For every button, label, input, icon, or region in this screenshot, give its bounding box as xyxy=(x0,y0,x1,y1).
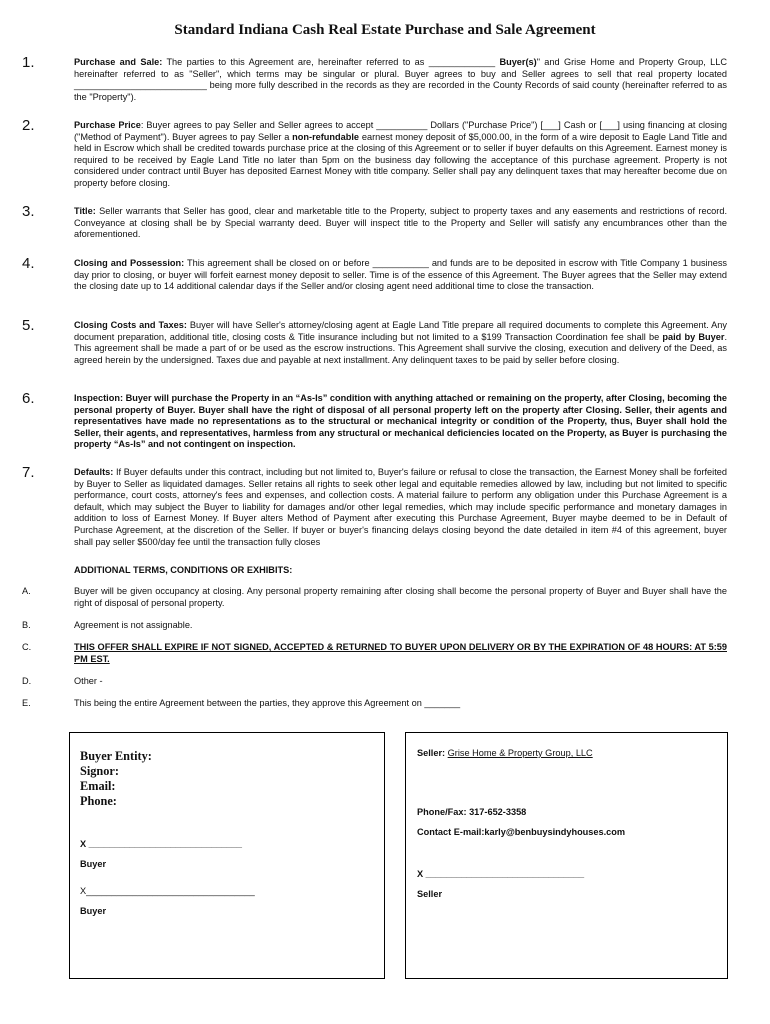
section-text xyxy=(74,258,727,293)
seller-label-bottom: Seller xyxy=(417,889,443,899)
additional-item-a xyxy=(22,586,727,609)
signor-label: Signor: xyxy=(80,764,119,778)
section-emphasis: Buyer(s) xyxy=(499,57,537,67)
section-number: 7. xyxy=(22,464,35,481)
section-number: 4. xyxy=(22,255,35,272)
section-number: 3. xyxy=(22,203,35,220)
section-number: 6. xyxy=(22,390,35,407)
buyer-signature-box xyxy=(69,732,385,979)
section-body: Seller warrants that Seller has good, clear and marketable title to the Property, subject to property taxes and any easements and restrictions of record. Conveyance at closing shall be by Special warranty deed. Buyer will inspect title to the Property and Seller will satisfy any encumbrances other than the aforementioned. xyxy=(74,206,727,240)
additional-item-c xyxy=(22,642,727,665)
section-body: The parties to this Agreement are, hereinafter referred to as _____________ xyxy=(162,57,500,67)
section-text xyxy=(74,206,727,241)
item-text: Other - xyxy=(74,676,103,686)
section-purchase-price xyxy=(22,117,727,190)
document-title: Standard Indiana Cash Real Estate Purchase and Sale Agreement xyxy=(174,22,596,38)
buyer-label-2: Buyer xyxy=(80,906,107,916)
section-body: Buyer will have Seller's attorney/closing agent at Eagle Land Title prepare all required documents to complete this Agreement. Any document preparation, additional title, closing costs & Title insurance including but not limited to a $199 Transaction Coordination fee shall be xyxy=(74,320,727,342)
section-heading: Closing and Possession: xyxy=(74,258,185,268)
item-text: THIS OFFER SHALL EXPIRE IF NOT SIGNED, ACCEPTED & RETURNED TO BUYER UPON DELIVERY OR BY THE EXPIRATION OF 48 HOURS: AT 5:59 PM EST. xyxy=(74,642,727,664)
section-defaults xyxy=(22,464,727,548)
section-number: 5. xyxy=(22,317,35,334)
item-letter: C. xyxy=(22,642,32,652)
section-text xyxy=(74,57,727,103)
section-emphasis: non-refundable xyxy=(292,131,360,142)
seller-signature-box xyxy=(405,732,728,979)
section-text xyxy=(74,120,727,190)
section-body: earnest money deposit of $5,000.00, in the form of a wire deposit to Eagle Land Title and held in Escrow which shall be credited towards purchase price at the closing of this Agreement or to seller if buyer defaults on this Agreement. Earnest money is required to be received by Eagle Land Title no later than 5pm on the business day following the acceptance of this purchase agreement. Property is not considered under contract until Buyer has deposited Earnest Money with title company. Seller shall pay any delinquent taxes that may hereafter become due on property before closing. xyxy=(74,131,727,188)
additional-item-d xyxy=(22,676,727,688)
section-heading: Purchase and Sale: xyxy=(74,57,163,67)
item-letter: D. xyxy=(22,676,32,686)
section-heading: Purchase Price xyxy=(74,120,141,130)
section-number: 1. xyxy=(22,54,35,71)
section-text xyxy=(74,467,727,548)
section-body: : Buyer agrees to pay Seller and Seller agrees to accept __________ Dollars ("Purchase Price") [___] Cash or [___] using financing at closing ("Method of Payment"). Buyer agrees to pay Seller a xyxy=(74,120,727,142)
section-text xyxy=(74,320,727,366)
buyer-signature-line-2[interactable]: X_________________________________ xyxy=(80,886,255,896)
seller-name: Grise Home & Property Group, LLC xyxy=(447,748,593,758)
section-number: 2. xyxy=(22,117,35,134)
item-text: Agreement is not assignable. xyxy=(74,620,193,630)
item-letter: A. xyxy=(22,586,31,596)
section-body: This agreement shall be closed on or before ___________ and funds are to be deposited in escrow with Title Company 1 business day prior to closing, or buyer will forfeit earnest money deposit to seller. Time is of the essence of this Agreement. The Buyer agrees that the Seller may extend the closing date up to 14 additional calendar days if the Seller and/or closing agent need additional time to close the transaction. xyxy=(74,258,727,292)
section-heading: Defaults: xyxy=(74,467,114,477)
buyer-entity-label: Buyer Entity: xyxy=(80,749,152,763)
seller-line xyxy=(417,748,593,758)
seller-phone-fax: Phone/Fax: 317-652-3358 xyxy=(417,807,527,817)
item-letter: E. xyxy=(22,698,31,708)
section-text: Inspection: Buyer will purchase the Property in an “As-Is” condition with anything attached or remaining on the property, after Closing, becoming the personal property of Buyer. Buyer shall have the right of disposal of all personal property left on the property after Closing. Seller, their agents and representatives have made no representations as to the structural or mechanical integrity or condition of the Property, thus, Buyer shall hold the Seller, their agents, and representatives, harmless from any structural or mechanical deficiencies located on the Property, as Buyer is purchasing the property “As-Is” and not contingent on inspection. xyxy=(74,393,727,450)
item-letter: B. xyxy=(22,620,31,630)
buyer-info-block xyxy=(80,749,152,809)
section-body: " and Grise Home and Property Group, LLC hereinafter referred to as "Seller", which terms may be singular or plural. Buyer agrees to buy and Seller agrees to sell that real property located __________________________ being more fully described in the records as they are recorded in the County Records of said county (hereinafter referred to as the "Property"). xyxy=(74,57,727,102)
section-body: If Buyer defaults under this contract, including but not limited to, Buyer's failure or refusal to close the transaction, the Earnest Money shall be forfeited by Buyer to Seller as liquidated damages. Seller retains all rights to seek other legal and equitable remedies allowed by law, including but not limited to specific performance, court costs, attorney's fees and expenses, and collection costs. A material failure to perform any obligation under this Purchase Agreement is a default, which may subject the Buyer to liability for damages and/or other legal remedies, which may include specific performance and monetary damages in addition to loss of Earnest Money. If Buyer alters Method of Payment after executing this Purchase Agreement, Buyer maybe deemed to be in Default of Purchase Agreement, at the discretion of the Seller. If buyer or buyer's financing delays closing beyond the date detailed in item #4 of this agreement, buyer shall pay seller $500/day fee until the transaction fully closes xyxy=(74,467,727,547)
section-title xyxy=(22,203,727,241)
item-text: This being the entire Agreement between the parties, they approve this Agreement on _______ xyxy=(74,698,461,708)
seller-label: Seller: xyxy=(417,748,446,758)
section-heading: Title: xyxy=(74,206,96,216)
section-closing-and-possession xyxy=(22,255,727,293)
section-emphasis: paid by Buyer xyxy=(662,331,725,342)
additional-item-e xyxy=(22,698,727,710)
section-heading: Closing Costs and Taxes: xyxy=(74,320,187,330)
additional-terms-heading: ADDITIONAL TERMS, CONDITIONS OR EXHIBITS: xyxy=(74,565,293,575)
item-text: Buyer will be given occupancy at closing. Any personal property remaining after closing shall become the personal property of Buyer and Buyer shall have the right of disposal of personal property. xyxy=(74,586,727,608)
seller-signature-line[interactable]: X _______________________________ xyxy=(417,869,585,879)
buyer-label: Buyer xyxy=(80,859,107,869)
buyer-signature-line[interactable]: X ______________________________ xyxy=(80,839,242,849)
seller-contact-email: Contact E-mail:karly@benbuysindyhouses.com xyxy=(417,827,626,837)
section-closing-costs xyxy=(22,317,727,366)
section-purchase-and-sale xyxy=(22,54,727,103)
additional-item-b xyxy=(22,620,727,632)
email-label: Email: xyxy=(80,779,116,793)
section-body: . This agreement shall be made a part of or be used as the escrow instructions. This Agreement shall survive the closing, execution and delivery of the Deed, as agreed herein by the undersigned. Taxes due and payable at next installment. Any delinquent taxes to be paid by seller before closing. xyxy=(74,331,727,365)
phone-label: Phone: xyxy=(80,794,117,808)
section-inspection xyxy=(22,390,727,451)
